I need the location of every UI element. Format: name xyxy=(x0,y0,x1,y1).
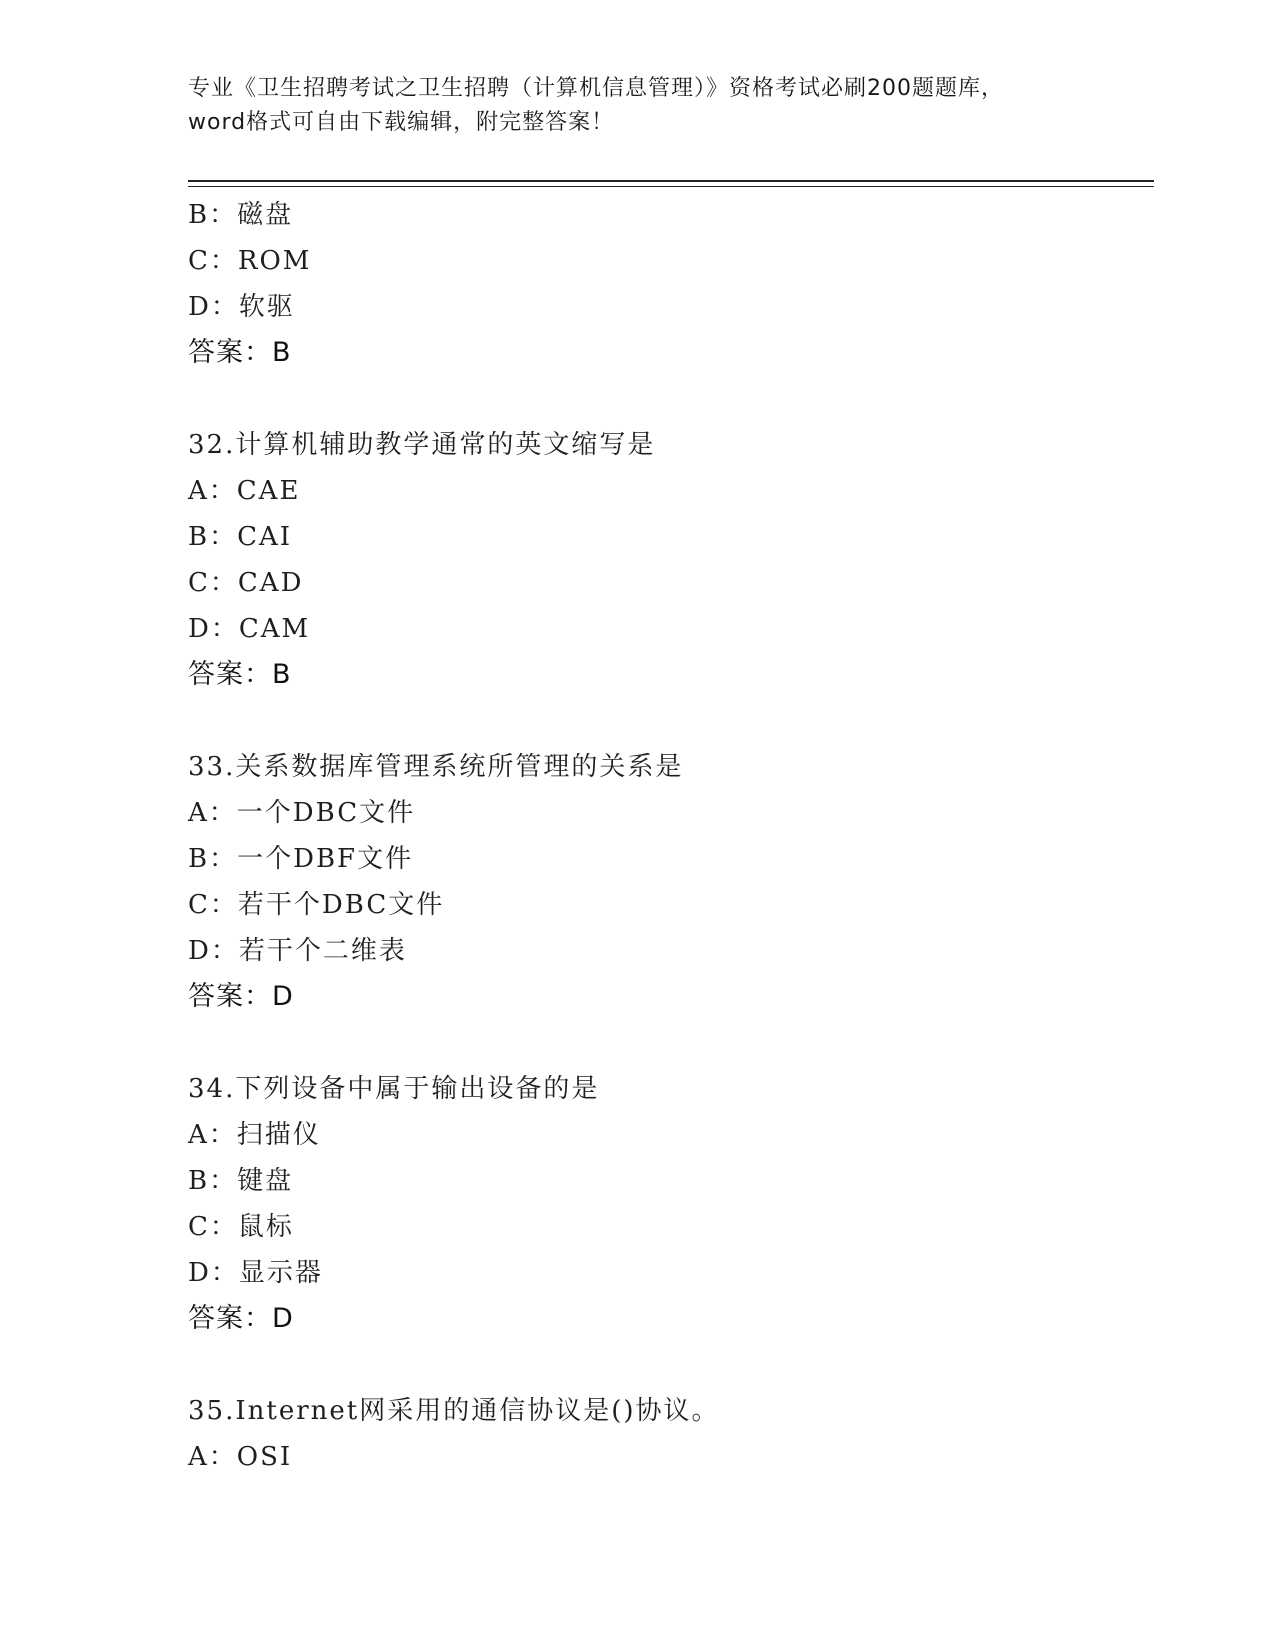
option-item: C：ROM xyxy=(188,246,312,276)
block-spacer xyxy=(188,1342,1148,1388)
option-item: A：一个DBC文件 xyxy=(188,798,416,828)
header-divider-thin xyxy=(188,186,1154,187)
header-title-line-2: word格式可自由下载编辑，附完整答案！ xyxy=(188,110,615,135)
question-text: 32.计算机辅助教学通常的英文缩写是 xyxy=(188,430,656,460)
question-text: 35.Internet网采用的通信协议是()协议。 xyxy=(188,1396,720,1426)
option-item: B：CAI xyxy=(188,522,293,552)
block-spacer xyxy=(188,698,1148,744)
option-item: A：OSI xyxy=(188,1442,293,1472)
block-spacer xyxy=(188,376,1148,422)
answer-line: 答案：B xyxy=(188,659,292,690)
answer-line: 答案：D xyxy=(188,1303,294,1334)
block-spacer xyxy=(188,1020,1148,1066)
option-item: D：软驱 xyxy=(188,292,295,322)
option-item: B：一个DBF文件 xyxy=(188,844,414,874)
option-item: C：鼠标 xyxy=(188,1212,294,1242)
header-title-line-1: 专业《卫生招聘考试之卫生招聘（计算机信息管理）》资格考试必刷200题题库， xyxy=(188,76,1004,101)
option-item: C：CAD xyxy=(188,568,304,598)
option-item: B：磁盘 xyxy=(188,200,294,230)
option-item: D：若干个二维表 xyxy=(188,936,407,966)
answer-line: 答案：B xyxy=(188,337,292,368)
answer-line: 答案：D xyxy=(188,981,294,1012)
option-item: A：CAE xyxy=(188,476,301,506)
question-text: 33.关系数据库管理系统所管理的关系是 xyxy=(188,752,684,782)
option-item: C：若干个DBC文件 xyxy=(188,890,445,920)
option-item: A：扫描仪 xyxy=(188,1120,321,1150)
document-header xyxy=(188,72,1148,140)
question-list xyxy=(188,192,1148,1480)
option-item: D：显示器 xyxy=(188,1258,323,1288)
option-item: D：CAM xyxy=(188,614,311,644)
question-text: 34.下列设备中属于输出设备的是 xyxy=(188,1074,600,1104)
header-divider-thick xyxy=(188,180,1154,182)
option-item: B：键盘 xyxy=(188,1166,294,1196)
